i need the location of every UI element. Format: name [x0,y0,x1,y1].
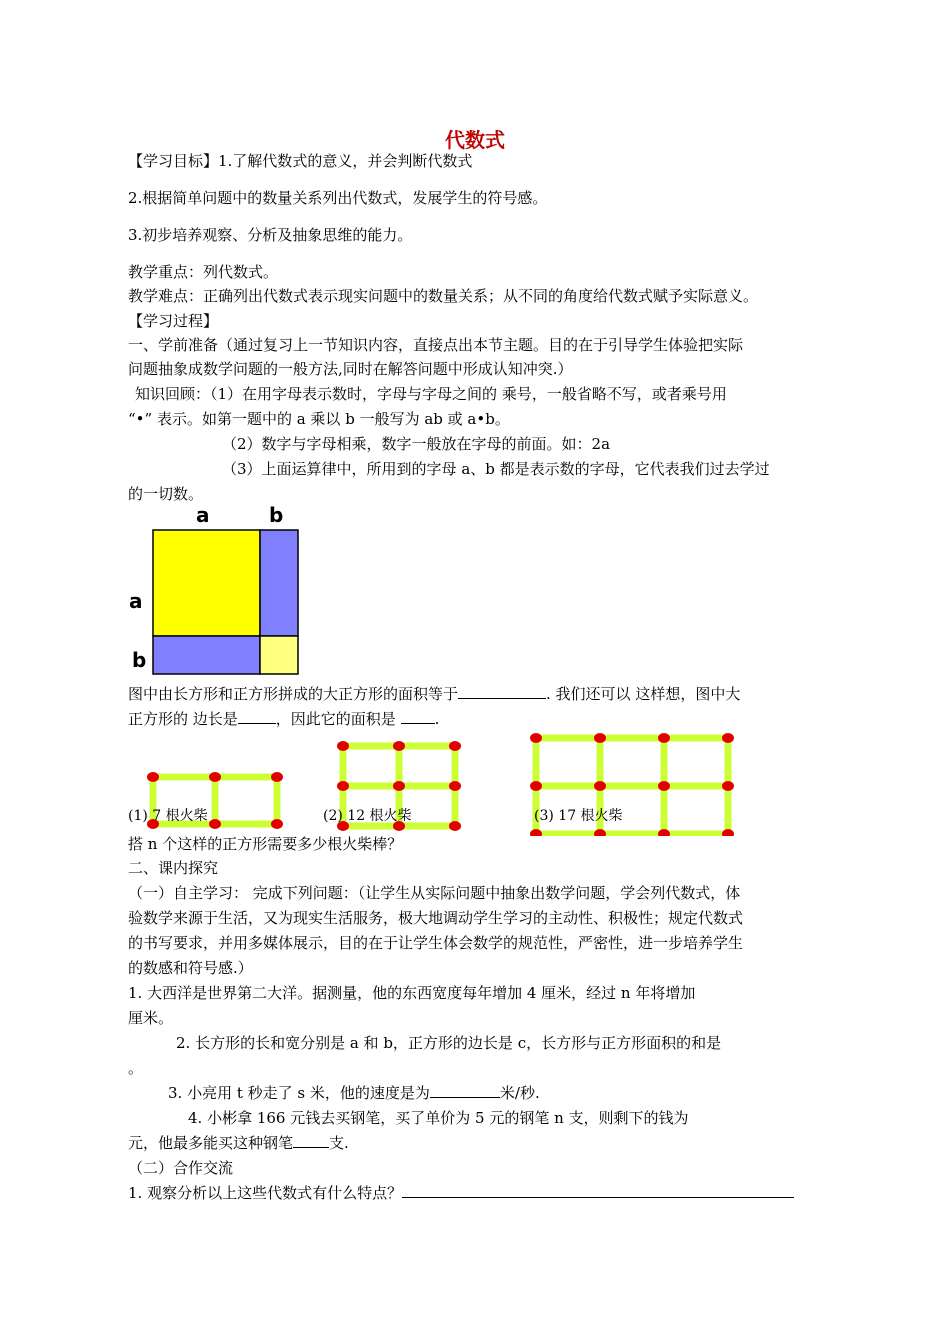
match-head [658,733,670,743]
key-point: 教学重点：列代数式。 [128,263,279,281]
match-head [530,781,542,791]
area-line-1 [128,684,824,704]
match-caption-1: (1) 7 根火柴 [128,808,208,824]
match-head [147,772,159,782]
question-3-text-b: 米/秒. [499,1084,540,1102]
self-study-line-3: 的书写要求，并用多媒体展示，目的在于让学生体会数学的规范性，严密性，进一步培养学生 [128,934,744,952]
large-square [153,530,260,636]
question-1-line-1: 1. 大西洋是世界第二大洋。据测量，他的东西宽度每年增加 4 厘米，经过 n 年将增加 [128,984,696,1002]
matchstick-figures [128,730,748,836]
difficulty: 教学难点：正确列出代数式表示现实问题中的数量关系；从不同的角度给代数式赋予实际意义。 [128,287,759,305]
page-title: 代数式 [445,128,505,152]
label-left-a: a [129,589,143,613]
question-3-text-a: 3. 小亮用 t 秒走了 s 米，他的速度是为 [168,1084,430,1102]
question-2-line-1: 2. 长方形的长和宽分别是 a 和 b，正方形的边长是 c，长方形与正方形面积的和是 [176,1034,722,1052]
prep-line-2: 问题抽象成数学问题的一般方法,同时在解答问题中形成认知冲突.） [128,360,573,378]
process-heading: 【学习过程】 [128,312,219,330]
match-head [209,772,221,782]
match-head [393,741,405,751]
review-line-5: 的一切数。 [128,485,204,503]
question-1-line-2: 厘米。 [128,1009,174,1027]
small-square [260,636,298,674]
match-head [658,781,670,791]
right-strip [260,530,298,636]
prep-line-1: 一、学前准备（通过复习上一节知识内容，直接点出本节主题。目的在于引导学生体验把实际 [128,336,744,354]
match-head [393,781,405,791]
objective-2: 2.根据简单问题中的数量关系列出代数式，发展学生的符号感。 [128,189,548,207]
match-head [594,733,606,743]
answer-blank-area2[interactable] [401,709,435,724]
match-question: 搭 n 个这样的正方形需要多少根火柴棒？ [128,835,403,853]
label-left-b: b [132,648,147,672]
review-line-3: （2）数字与字母相乘，数字一般放在字母的前面。如：2a [222,435,611,453]
match-head [449,741,461,751]
self-study-line-2: 验数学来源于生活，又为现实生活服务，极大地调动学生学习的主动性、积极性；规定代数式 [128,909,744,927]
area-text-2b: ，因此它的面积是 [275,710,401,728]
question-4-text-b: 支. [329,1134,349,1152]
objective-1: 【学习目标】1.了解代数式的意义，并会判断代数式 [128,152,473,170]
question-4-line-1: 4. 小彬拿 166 元钱去买钢笔，买了单价为 5 元的钢笔 n 支，则剩下的钱为 [188,1109,689,1127]
answer-blank-side[interactable] [238,709,276,724]
review-line-4: （3）上面运算律中，所用到的字母 a、b 都是表示数的字母，它代表我们过去学过 [222,460,770,478]
objective-3: 3.初步培养观察、分析及抽象思维的能力。 [128,226,413,244]
match-head [337,741,349,751]
cooperation-question-text: 1. 观察分析以上这些代数式有什么特点？ [128,1184,403,1202]
square-figure [125,504,315,680]
area-text-1b: . 我们还可以 这样想，图中大 [546,685,741,703]
self-study-line-1: （一）自主学习： 完成下列问题：（让学生从实际问题中抽象出数学问题，学会列代数式，体 [128,884,741,902]
question-4-text-a: 元，他最多能买这种钢笔 [128,1134,294,1152]
label-top-b: b [269,504,284,527]
answer-blank-features[interactable] [402,1183,794,1198]
match-head [530,733,542,743]
match-head [722,733,734,743]
answer-blank-pens[interactable] [293,1133,329,1148]
area-text-2c: . [434,710,440,728]
bottom-strip [153,636,260,674]
review-line-2: “•” 表示。如第一题中的 a 乘以 b 一般写为 ab 或 a•b。 [128,410,510,428]
area-text-2a: 正方形的 边长是 [128,710,238,728]
match-head [337,781,349,791]
question-4-line-2 [128,1133,824,1153]
match-head [271,772,283,782]
match-head [449,781,461,791]
match-head [722,781,734,791]
answer-blank-speed[interactable] [430,1083,500,1098]
area-line-2 [128,709,824,729]
question-3 [168,1083,864,1103]
area-text-1a: 图中由长方形和正方形拼成的大正方形的面积等于 [128,685,459,703]
label-top-a: a [196,504,210,527]
cooperation-question-1 [128,1183,824,1203]
section-2-heading: 二、课内探究 [128,859,219,877]
self-study-line-4: 的数感和符号感.） [128,959,253,977]
match-head [209,819,221,829]
match-caption-2: (2) 12 根火柴 [323,808,412,824]
review-line-1: 知识回顾：（1）在用字母表示数时，字母与字母之间的 乘号，一般省略不写，或者乘号用 [135,385,727,403]
match-head [271,819,283,829]
cooperation-heading: （二）合作交流 [128,1159,234,1177]
match-head [594,781,606,791]
answer-blank-area[interactable] [458,684,546,699]
match-head [449,821,461,831]
question-2-line-2: 。 [128,1059,144,1077]
match-caption-3: (3) 17 根火柴 [534,808,623,824]
